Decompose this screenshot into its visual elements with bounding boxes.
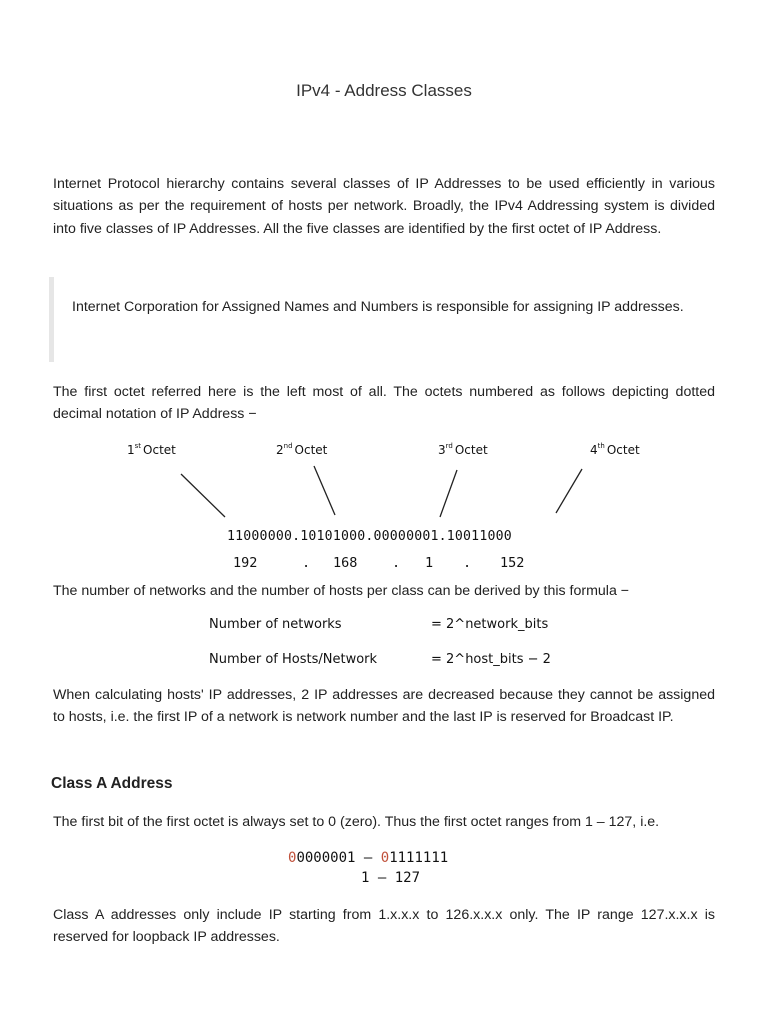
octet-pointer-4: [556, 469, 582, 513]
class-a-binary-range: 00000001 – 01111111: [288, 850, 449, 866]
decimal-dot: .: [463, 555, 472, 571]
octet-label-1: 1st Octet: [127, 442, 176, 457]
formula-label-networks: Number of networks: [209, 617, 342, 632]
decimal-octet-2: 168: [333, 555, 358, 571]
class-a-paragraph: The first bit of the first octet is always set to 0 (zero). Thus the first octet ranges from 1 – 127, i.e.: [53, 814, 660, 830]
formula-value-hosts: = 2^host_bits − 2: [431, 652, 551, 667]
octet-intro-paragraph: The first octet referred here is the left most of all. The octets numbered as follows depicting dotted decimal notation of IP Address −: [53, 384, 715, 423]
octet-label-3: 3rd Octet: [438, 442, 488, 457]
page-title: IPv4 - Address Classes: [296, 81, 472, 100]
hosts-note-paragraph: When calculating hosts' IP addresses, 2 IP addresses are decreased because they cannot be assigned to hosts, i.e. the first IP of a network is network number and the last IP is reserved for Broadcast IP.: [53, 687, 715, 726]
octet-pointer-2: [314, 466, 335, 515]
binary-address: 11000000.10101000.00000001.10011000: [227, 529, 512, 544]
class-a-heading: Class A Address: [51, 775, 173, 792]
decimal-dot: .: [392, 555, 401, 571]
formula-label-hosts: Number of Hosts/Network: [209, 652, 378, 667]
octet-pointer-1: [181, 474, 225, 517]
decimal-octet-3: 1: [425, 555, 434, 571]
blockquote: Internet Corporation for Assigned Names and Numbers is responsible for assigning IP addresses.: [72, 299, 684, 315]
formula-value-networks: = 2^network_bits: [431, 617, 549, 632]
class-a-note-paragraph: Class A addresses only include IP starting from 1.x.x.x to 126.x.x.x only. The IP range 127.x.x.x is reserved for loopback IP addresses.: [53, 907, 715, 946]
intro-paragraph: Internet Protocol hierarchy contains several classes of IP Addresses to be used efficiently in various situations as per the requirement of hosts per network. Broadly, the IPv4 Addressing system is divided into five classes of IP Addresses. All the five classes are identified by the first octet of IP Address.: [53, 176, 715, 237]
class-a-start-bit: 0: [288, 850, 297, 866]
class-a-end-bit: 0: [380, 850, 390, 866]
decimal-octet-4: 152: [500, 555, 525, 571]
formula-intro-paragraph: The number of networks and the number of hosts per class can be derived by this formula −: [53, 583, 630, 599]
class-a-decimal-range: 1 – 127: [361, 870, 421, 886]
octet-label-4: 4th Octet: [590, 442, 640, 457]
octet-pointer-3: [440, 470, 457, 517]
octet-label-2: 2nd Octet: [276, 442, 328, 457]
decimal-dot: .: [302, 555, 311, 571]
decimal-octet-1: 192: [233, 555, 258, 571]
